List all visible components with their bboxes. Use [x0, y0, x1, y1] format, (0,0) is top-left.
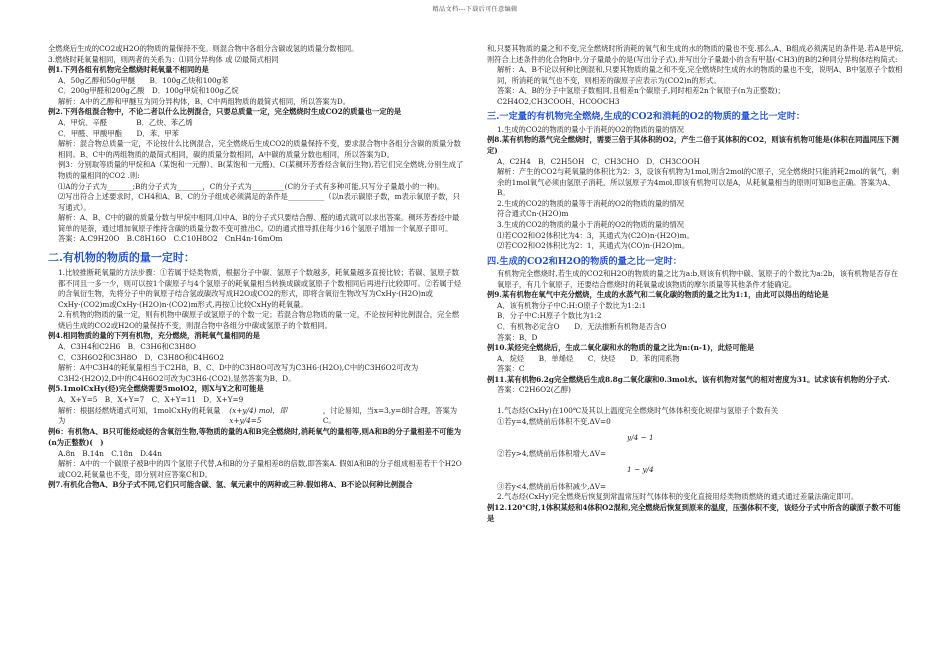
section-heading: 四.生成的CO2和H2O的物质的量之比一定时： [487, 255, 682, 267]
option-line: A．50g乙醇和50g甲醚 B．100g乙炔和100g苯 [58, 75, 229, 85]
answer-text: C2H4O2,CH3COOH、HCOOCH3 [497, 96, 620, 106]
answer-text: 答案：A、B的分子中氢原子数相同,且相差n个碳原子,同时相差2n个氧原子(n为正整数)； [497, 86, 785, 96]
solution-text: 解析：A中C3H4的耗氧量相当于C2H8，B、C、D中的C3H8O可改写为C3H6·(H2O),C中的C3H6O2可改为C3H2·(H2O)2,D中的C4H6O2可改为C3H6·(CO2),显然答案为B、D。 [58, 363, 419, 383]
example-title: 例12.120℃时,1体积某烃和4体积O2混和,完全燃烧后恢复到原来的温度，压强体积不变，该烃分子式中所含的碳原子数不可能是 [487, 502, 901, 523]
example-title: 例1.下列各组有机物完全燃烧时耗氧量不相同的是 [48, 65, 209, 75]
text-line: 2.生成的CO2的物质的量等于消耗的O2的物质的量的情况 [497, 198, 685, 208]
text-line: 有机物完全燃烧时,若生成的CO2和H2O的物质的量之比为a:b,则该有机物中碳、氢原子的个数比为a:2b，该有机物是否存在氧原子，有几个氧原子，还要结合燃烧时的耗氧量或该物质的摩尔质量等其他条件才能确定。 [497, 269, 899, 289]
solution-text: 解析：产生的CO2与耗氧量的体积比为2：3，设该有机物为1mol,则含2mol的C原子，完全燃烧时只能消耗2mol的氧气，剩余的1mol氧气必须由氢原子消耗，所以氢原子为4mol,即该有机物可以是A，从耗氧量相当的原则可知B也正确。答案为A、B。 [497, 167, 900, 198]
example-title: 例11.某有机物6.2g完全燃烧后生成8.8g二氧化碳和0.3mol水。该有机物对氢气的相对密度为31。试求该有机物的分子式. [487, 374, 890, 384]
formula-line [487, 427, 905, 449]
solution-text: 解析：混合物总质量一定，不论按什么比例混合，完全燃烧后生成CO2的质量保持不变，要求混合物中各组分含碳的质量分数相同。B、C中的两组物质的最简式相同，碳的质量分数相同，A中碳的质量分数也相同，所以答案为D。 [58, 139, 461, 159]
example-title: 例6：有机物A、B只可能烃或烃的含氧衍生物,等物质的量的A和B完全燃烧时,消耗氧气的量相等,则A和B的分子量相差不可能为(n为正整数)( ) [48, 427, 462, 448]
question-line: ⑴A的分子式为_______;B的分子式为_______，C的分子式为_________(C的分子式有多种可能,只写分子量最小的一种)。 [58, 181, 445, 191]
example-title: 例2.下列各组混合物中，不论二者以什么比例混合，只要总质量一定，完全燃烧时生成CO2的质量也一定的是 [48, 107, 402, 117]
solution-text: 解析：A、B、C中的碳的质量分数与甲烷中相同,⑴中A、B的分子式只要结合醇、醛的通式就可以求出答案。稠环芳香烃中最简单的是萘，通过增加氧原子维持含碳的质量分数不变可推出C。⑵的通式推导抓住每少16个氢原子增加一个氧原子即可。 [58, 213, 460, 233]
text-line: ⑵若CO2和O2体积比为2：1，其通式为(CO)n·(H2O)m。 [497, 241, 690, 251]
text-line: 3.燃烧时耗氧量相同，则两者的关系为：⑴同分异构体 或 ⑵最简式相同 [48, 54, 279, 64]
text-line: 1.气态烃(CxHy)在100℃及其以上温度完全燃烧时气体体积变化规律与氢原子个数有关 [497, 406, 779, 416]
answer-text: 答案：A.C9H20O B.C8H16O C.C10H8O2 CnH4n-16mOm [58, 234, 283, 244]
text-line: 1.比较推断耗氧量的方法步骤：①若属于烃类物质，根据分子中碳、氢原子个数越多，耗氧量越多直接比较；若碳、氢原子数都不同且一多一少，则可以按1个碳原子与4个氢原子的耗氧量相当转换成碳或氢原子个数相同后再进行比较即可。②若属于烃的含氧衍生物，先将分子中的氧原子结合氢或碳改写成H2O或CO2的形式，即将含氧衍生物改写为CxHy·(H2O)n或CxHy·(CO2)m或CxHy·(H2O)n·(CO2)m形式,再按①比较CxHy的耗氧量。 [58, 267, 462, 309]
text-line: 和,只要其物质的量之和不变,完全燃烧时所消耗的氧气和生成的水的物质的量也不变.那么,A、B组成必须满足的条件是.若A是甲烷,则符合上述条件的化合物B中,分子量最小的是(写出分子式),并写出分子量最小的含有甲基(-CH3)的B的2种同分异构体结构简式: [487, 44, 904, 64]
section-heading: 二.有机物的物质的量一定时： [48, 250, 195, 264]
example-title: 例8.某有机物的蒸气完全燃烧时，需要三倍于其体积的O2，产生二倍于其体积的CO2，则该有机物可能是(体积在同温同压下测定) [487, 135, 899, 155]
option-line: A．甲烷、辛醛 B．乙炔、苯乙烯 [58, 118, 193, 128]
text-line: 2.有机物的物质的量一定，则有机物中碳原子或氢原子的个数一定；若混合物总物质的量一定，不论按何种比例混合，完全燃烧后生成的CO2或H2O的量保持不变，则混合物中各组分中碳或氢原子的个数相同。 [58, 310, 459, 330]
solution-text: ，讨论易知，当x=3,y=8时合理，答案为C。 [322, 405, 458, 426]
math-formula: 1 − y/4 [627, 465, 654, 475]
example-text: 例3：分别取等质量的甲烷和A（某饱和一元醇）、B(某饱和一元醛)、C(某稠环芳香烃含氧衍生物),若它们完全燃烧,分别生成了物质的量相同的CO2 .则: [58, 160, 464, 180]
option-line: A．该有机物分子中C:H:O原子个数比为1:2:1 [497, 300, 647, 310]
option-line: C．200g甲醛和200g乙酸 D．100g甲烷和100g乙烷 [58, 86, 239, 96]
option-line: B．分子中C:H原子个数比为1:2 [497, 311, 602, 321]
example-title: 例7.有机化合物A、B分子式不同,它们只可能含碳、氢、氧元素中的两种或三种.假如将A、B不论以何种比例混合 [48, 480, 413, 490]
solution-text: 解析：根据烃燃烧通式可知，1molCxHy的耗氧量为 [58, 405, 221, 426]
option-line: A．C2H4 B．C2H5OH C．CH3CHO D．CH3COOH [497, 156, 700, 166]
text-line: 3.生成的CO2的物质的量小于消耗的O2的物质的量的情况 [497, 220, 685, 230]
text-line: 符合通式Cn·(H2O)m [497, 209, 569, 219]
option-line: A．烷烃 B．单烯烃 C．炔烃 D．苯的同系物 [497, 353, 680, 363]
example-title: 例5.1molCxHy(烃)完全燃烧需要5molO2，则X与Y之和可能是 [48, 384, 264, 394]
formula-line [48, 405, 466, 427]
page-header: 精品文档---下载后可任意编辑 [432, 6, 518, 13]
text-line: ②若y>4,燃烧前后体积增大,ΔV= [497, 449, 607, 459]
spacer [487, 396, 905, 406]
example-title: 例10.某烃完全燃烧后，生成二氧化碳和水的物质的量之比为n:(n-1)，此烃可能是 [487, 343, 755, 353]
example-title: 例4.相同物质的量的下列有机物，充分燃烧，消耗氧气量相同的是 [48, 331, 260, 341]
question-line: ⑵写出符合上述要求时，CH4和A、B、C的分子组成必须满足的条件是__________（以n表示碳原子数，m表示氧原子数，只写通式）。 [58, 192, 460, 212]
answer-text: 答案：C [497, 364, 525, 374]
section-heading: 三.一定量的有机物完全燃烧,生成的CO2和消耗的O2的物质的量之比一定时： [487, 111, 806, 123]
left-column [48, 44, 466, 491]
option-line: A.8n B.14n C.18n D.44n [58, 448, 163, 458]
right-column [487, 44, 905, 524]
text-line: 1.生成的CO2的物质的量小于消耗的O2的物质的量的情况 [497, 124, 685, 134]
option-line: A．C3H4和C2H6 B．C3H6和C3H8O [58, 341, 197, 351]
text-line: ③若y<4,燃烧前后体积减少,ΔV= [497, 481, 607, 491]
solution-text: 解析：A中的一个碳原子被B中的四个氢原子代替,A和B的分子量相差8的倍数,即答案A. 假如A和B的分子组成相差若干个H2O或CO2,耗氧量也不变，即分别对应答案C和D。 [58, 459, 462, 479]
math-formula: (x+y/4) mol，即x+y/4=5 [229, 405, 288, 426]
text-line: ①若y=4,燃烧前后体积不变,ΔV=0 [497, 416, 611, 426]
solution-text: 解析：A、B不论以何种比例混和,只要其物质的量之和不变,完全燃烧时生成的水的物质的量也不变，说明A、B中氢原子个数相同，所消耗的氧气也不变，则相差的碳原子应表示为(CO2)n的形式。 [497, 65, 903, 85]
option-line: C．有机物必定含O D．无法推断有机物是否含O [497, 321, 667, 331]
example-title: 例9.某有机物在氧气中充分燃烧，生成的水蒸气和二氧化碳的物质的量之比为1:1，由此可以得出的结论是 [487, 290, 829, 300]
math-formula: y/4 − 1 [627, 432, 654, 442]
solution-text: 解析：A中的乙醇和甲醚互为同分异构体，B、C中两组物质的最简式相同，所以答案为D。 [58, 96, 351, 106]
answer-text: 答案：B、D [497, 332, 538, 342]
answer-text: 答案：C2H6O2(乙醇) [497, 385, 572, 395]
option-line: C．甲醛、甲酸甲酯 D．苯、甲苯 [58, 128, 179, 138]
formula-line [487, 460, 905, 482]
text-line: 2.气态烃(CxHy)完全燃烧后恢复到常温常压时气体体积的变化直接用烃类物质燃烧的通式通过差量法确定即可。 [497, 492, 859, 502]
text-line: 全燃烧后生成的CO2或H2O的物质的量保持不变。则混合物中各组分含碳或氢的质量分数相同。 [48, 44, 359, 53]
option-line: A．X+Y=5 B．X+Y=7 C．X+Y=11 D．X+Y=9 [58, 394, 244, 404]
option-line: C．C3H6O2和C3H8O D．C3H8O和C4H6O2 [58, 352, 225, 362]
text-line: ⑴若CO2和O2体积比为4：3，其通式为(C2O)n·(H2O)m。 [497, 230, 694, 240]
